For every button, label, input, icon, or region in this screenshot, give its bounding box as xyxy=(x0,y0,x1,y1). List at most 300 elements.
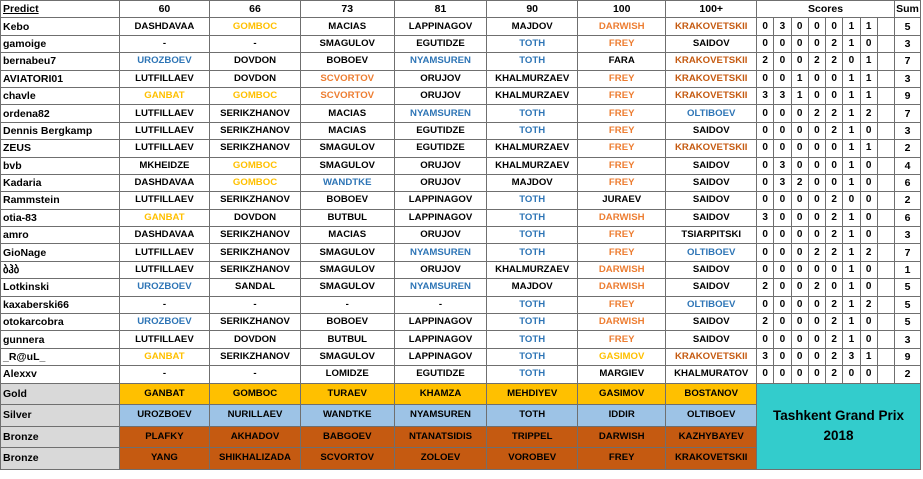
score-cell: 0 xyxy=(860,227,877,244)
sum-cell: 2 xyxy=(895,192,921,209)
score-cell: 0 xyxy=(826,279,843,296)
pick-cell: - xyxy=(300,296,394,313)
table-row xyxy=(1,279,921,296)
player-name: AVIATORI01 xyxy=(1,70,120,87)
pick-cell: FREY xyxy=(577,70,665,87)
player-name: ordena82 xyxy=(1,105,120,122)
score-cell: 0 xyxy=(808,296,825,313)
pick-cell: ORUJOV xyxy=(394,87,487,104)
score-cell: 0 xyxy=(791,261,808,278)
pick-cell: SAIDOV xyxy=(666,279,757,296)
pick-cell: LAPPINAGOV xyxy=(394,18,487,35)
pick-cell: SMAGULOV xyxy=(300,140,394,157)
score-cell: 0 xyxy=(808,122,825,139)
pick-cell: TOTH xyxy=(487,35,578,52)
table-row xyxy=(1,209,921,226)
pick-cell: TOTH xyxy=(487,122,578,139)
player-name: Dennis Bergkamp xyxy=(1,122,120,139)
score-cell: 0 xyxy=(826,70,843,87)
score-cell-empty xyxy=(877,244,894,261)
pick-cell: TOTH xyxy=(487,227,578,244)
sum-cell: 9 xyxy=(895,87,921,104)
medalist-cell: GOMBOC xyxy=(210,383,301,405)
medalist-cell: BABGOEV xyxy=(300,426,394,448)
score-cell: 0 xyxy=(757,227,774,244)
pick-cell: KHALMURATOV xyxy=(666,366,757,383)
pick-cell: - xyxy=(119,366,210,383)
score-cell: 0 xyxy=(826,174,843,191)
pick-cell: ORUJOV xyxy=(394,261,487,278)
score-cell: 0 xyxy=(774,209,791,226)
pick-cell: DOVDON xyxy=(210,70,301,87)
pick-cell: OLTIBOEV xyxy=(666,296,757,313)
score-cell: 0 xyxy=(808,314,825,331)
player-name: chavle xyxy=(1,87,120,104)
player-name: GioNage xyxy=(1,244,120,261)
score-cell: 0 xyxy=(791,157,808,174)
pick-cell: KHALMURZAEV xyxy=(487,261,578,278)
pick-cell: DARWISH xyxy=(577,209,665,226)
sum-cell: 3 xyxy=(895,35,921,52)
pick-cell: GOMBOC xyxy=(210,174,301,191)
table-row xyxy=(1,122,921,139)
pick-cell: FREY xyxy=(577,227,665,244)
event-title: Tashkent Grand Prix 2018 xyxy=(757,383,921,469)
pick-cell: SMAGULOV xyxy=(300,35,394,52)
score-cell: 0 xyxy=(774,227,791,244)
score-cell: 0 xyxy=(757,105,774,122)
medalist-cell: OLTIBOEV xyxy=(666,405,757,427)
pick-cell: SAIDOV xyxy=(666,174,757,191)
score-cell: 0 xyxy=(774,53,791,70)
header-sum: Sum xyxy=(895,1,921,18)
pick-cell: TOTH xyxy=(487,296,578,313)
pick-cell: LUTFILLAEV xyxy=(119,122,210,139)
pick-cell: BOBOEV xyxy=(300,314,394,331)
pick-cell: KRAKOVETSKII xyxy=(666,348,757,365)
pick-cell: BUTBUL xyxy=(300,209,394,226)
pick-cell: - xyxy=(119,35,210,52)
pick-cell: TOTH xyxy=(487,53,578,70)
pick-cell: KRAKOVETSKII xyxy=(666,140,757,157)
score-cell: 0 xyxy=(774,244,791,261)
sum-cell: 3 xyxy=(895,122,921,139)
pick-cell: GASIMOV xyxy=(577,348,665,365)
table-row xyxy=(1,53,921,70)
sum-cell: 7 xyxy=(895,53,921,70)
score-cell: 1 xyxy=(843,105,860,122)
score-cell: 3 xyxy=(774,87,791,104)
score-cell: 0 xyxy=(757,244,774,261)
score-cell: 3 xyxy=(757,348,774,365)
score-cell: 0 xyxy=(774,296,791,313)
pick-cell: DARWISH xyxy=(577,279,665,296)
sum-cell: 6 xyxy=(895,209,921,226)
score-cell: 1 xyxy=(843,227,860,244)
pick-cell: TOTH xyxy=(487,209,578,226)
score-cell: 0 xyxy=(774,261,791,278)
table-row xyxy=(1,87,921,104)
score-cell: 0 xyxy=(808,18,825,35)
pick-cell: SMAGULOV xyxy=(300,279,394,296)
score-cell: 0 xyxy=(808,157,825,174)
score-cell: 0 xyxy=(757,261,774,278)
header-cat-60: 60 xyxy=(119,1,210,18)
pick-cell: FREY xyxy=(577,87,665,104)
pick-cell: FREY xyxy=(577,296,665,313)
score-cell: 0 xyxy=(860,192,877,209)
table-row xyxy=(1,192,921,209)
score-cell: 1 xyxy=(843,122,860,139)
score-cell: 2 xyxy=(826,192,843,209)
score-cell-empty xyxy=(877,105,894,122)
medalist-cell: TOTH xyxy=(487,405,578,427)
table-row xyxy=(1,348,921,365)
pick-cell: NYAMSUREN xyxy=(394,244,487,261)
pick-cell: SAIDOV xyxy=(666,314,757,331)
score-cell: 2 xyxy=(826,105,843,122)
table-row xyxy=(1,35,921,52)
pick-cell: SAIDOV xyxy=(666,331,757,348)
pick-cell: SMAGULOV xyxy=(300,348,394,365)
score-cell-empty xyxy=(877,70,894,87)
pick-cell: KRAKOVETSKII xyxy=(666,53,757,70)
pick-cell: BOBOEV xyxy=(300,53,394,70)
pick-cell: DASHDAVAA xyxy=(119,18,210,35)
score-cell: 0 xyxy=(757,366,774,383)
score-cell-empty xyxy=(877,35,894,52)
score-cell: 0 xyxy=(860,314,877,331)
pick-cell: NYAMSUREN xyxy=(394,53,487,70)
pick-cell: NYAMSUREN xyxy=(394,105,487,122)
sum-cell: 5 xyxy=(895,18,921,35)
pick-cell: SMAGULOV xyxy=(300,244,394,261)
score-cell: 2 xyxy=(860,105,877,122)
pick-cell: GOMBOC xyxy=(210,87,301,104)
pick-cell: SANDAL xyxy=(210,279,301,296)
score-cell: 0 xyxy=(826,18,843,35)
sum-cell: 5 xyxy=(895,279,921,296)
pick-cell: DARWISH xyxy=(577,314,665,331)
pick-cell: TOTH xyxy=(487,244,578,261)
score-cell: 1 xyxy=(860,348,877,365)
score-cell: 0 xyxy=(791,279,808,296)
score-cell: 0 xyxy=(757,174,774,191)
pick-cell: EGUTIDZE xyxy=(394,140,487,157)
score-cell: 0 xyxy=(843,53,860,70)
score-cell: 0 xyxy=(860,279,877,296)
score-cell: 2 xyxy=(826,348,843,365)
pick-cell: OLTIBOEV xyxy=(666,244,757,261)
medalist-cell: AKHADOV xyxy=(210,426,301,448)
score-cell: 3 xyxy=(757,87,774,104)
pick-cell: TOTH xyxy=(487,348,578,365)
pick-cell: GANBAT xyxy=(119,209,210,226)
score-cell: 3 xyxy=(774,18,791,35)
pick-cell: SAIDOV xyxy=(666,261,757,278)
medal-label: Silver xyxy=(1,405,120,427)
sum-cell: 2 xyxy=(895,366,921,383)
score-cell-empty xyxy=(877,296,894,313)
medalist-cell: PLAFKY xyxy=(119,426,210,448)
pick-cell: BOBOEV xyxy=(300,192,394,209)
score-cell: 0 xyxy=(860,157,877,174)
score-cell: 0 xyxy=(860,209,877,226)
pick-cell: SAIDOV xyxy=(666,157,757,174)
medal-row-gold xyxy=(1,383,921,405)
score-cell: 1 xyxy=(791,87,808,104)
score-cell: 1 xyxy=(843,244,860,261)
score-cell: 0 xyxy=(791,209,808,226)
player-name: Rammstein xyxy=(1,192,120,209)
header-cat-90: 90 xyxy=(487,1,578,18)
pick-cell: DOVDON xyxy=(210,209,301,226)
pick-cell: NYAMSUREN xyxy=(394,279,487,296)
pick-cell: FREY xyxy=(577,331,665,348)
score-cell: 1 xyxy=(843,35,860,52)
medalist-cell: YANG xyxy=(119,448,210,470)
score-cell-empty xyxy=(877,87,894,104)
score-cell: 0 xyxy=(757,192,774,209)
pick-cell: MAJDOV xyxy=(487,18,578,35)
pick-cell: UROZBOEV xyxy=(119,53,210,70)
pick-cell: - xyxy=(119,296,210,313)
medal-label: Bronze xyxy=(1,448,120,470)
score-cell: 3 xyxy=(843,348,860,365)
pick-cell: GOMBOC xyxy=(210,18,301,35)
score-cell: 0 xyxy=(774,314,791,331)
sum-cell: 4 xyxy=(895,157,921,174)
table-row xyxy=(1,105,921,122)
score-cell: 2 xyxy=(826,122,843,139)
pick-cell: LUTFILLAEV xyxy=(119,70,210,87)
pick-cell: TOTH xyxy=(487,314,578,331)
score-cell: 0 xyxy=(860,122,877,139)
score-cell: 0 xyxy=(860,331,877,348)
score-cell: 2 xyxy=(757,314,774,331)
score-cell: 0 xyxy=(808,140,825,157)
pick-cell: GOMBOC xyxy=(210,157,301,174)
pick-cell: SERIKZHANOV xyxy=(210,314,301,331)
score-cell: 0 xyxy=(774,331,791,348)
medalist-cell: NTANATSIDIS xyxy=(394,426,487,448)
score-cell: 0 xyxy=(791,122,808,139)
pick-cell: FREY xyxy=(577,122,665,139)
score-cell: 1 xyxy=(860,53,877,70)
score-cell: 0 xyxy=(808,35,825,52)
pick-cell: SAIDOV xyxy=(666,35,757,52)
player-name: gunnera xyxy=(1,331,120,348)
score-cell: 0 xyxy=(791,227,808,244)
score-cell: 0 xyxy=(757,35,774,52)
pick-cell: MAJDOV xyxy=(487,279,578,296)
sum-cell: 3 xyxy=(895,70,921,87)
pick-cell: DASHDAVAA xyxy=(119,227,210,244)
score-cell: 2 xyxy=(757,53,774,70)
score-cell-empty xyxy=(877,140,894,157)
sum-cell: 9 xyxy=(895,348,921,365)
pick-cell: UROZBOEV xyxy=(119,279,210,296)
pick-cell: FREY xyxy=(577,35,665,52)
pick-cell: JURAEV xyxy=(577,192,665,209)
pick-cell: SMAGULOV xyxy=(300,261,394,278)
sum-cell: 7 xyxy=(895,244,921,261)
pick-cell: ORUJOV xyxy=(394,157,487,174)
score-cell: 0 xyxy=(757,122,774,139)
medalist-cell: GASIMOV xyxy=(577,383,665,405)
medalist-cell: KRAKOVETSKII xyxy=(666,448,757,470)
pick-cell: FREY xyxy=(577,244,665,261)
score-cell: 1 xyxy=(843,296,860,313)
score-cell: 0 xyxy=(860,261,877,278)
sum-cell: 6 xyxy=(895,174,921,191)
pick-cell: TOTH xyxy=(487,331,578,348)
player-name: ZEUS xyxy=(1,140,120,157)
medalist-cell: WANDTKE xyxy=(300,405,394,427)
sum-cell: 2 xyxy=(895,140,921,157)
score-cell: 0 xyxy=(808,366,825,383)
table-row xyxy=(1,18,921,35)
pick-cell: FREY xyxy=(577,157,665,174)
pick-cell: MAJDOV xyxy=(487,174,578,191)
pick-cell: ORUJOV xyxy=(394,70,487,87)
score-cell: 0 xyxy=(757,157,774,174)
score-cell: 2 xyxy=(826,314,843,331)
player-name: Kebo xyxy=(1,18,120,35)
score-cell: 3 xyxy=(774,174,791,191)
pick-cell: MKHEIDZE xyxy=(119,157,210,174)
pick-cell: GANBAT xyxy=(119,348,210,365)
score-cell: 0 xyxy=(791,366,808,383)
score-cell: 0 xyxy=(826,157,843,174)
pick-cell: UROZBOEV xyxy=(119,314,210,331)
score-cell: 2 xyxy=(757,279,774,296)
table-row xyxy=(1,174,921,191)
medalist-cell: SHIKHALIZADA xyxy=(210,448,301,470)
score-cell: 0 xyxy=(774,70,791,87)
medal-label: Bronze xyxy=(1,426,120,448)
score-cell: 3 xyxy=(757,209,774,226)
score-cell: 1 xyxy=(843,279,860,296)
score-cell: 0 xyxy=(791,140,808,157)
score-cell-empty xyxy=(877,366,894,383)
header-cat-100plus: 100+ xyxy=(666,1,757,18)
pick-cell: SERIKZHANOV xyxy=(210,261,301,278)
pick-cell: EGUTIDZE xyxy=(394,35,487,52)
pick-cell: KHALMURZAEV xyxy=(487,140,578,157)
score-cell-empty xyxy=(877,261,894,278)
pick-cell: LAPPINAGOV xyxy=(394,348,487,365)
table-row xyxy=(1,70,921,87)
medalist-cell: NYAMSUREN xyxy=(394,405,487,427)
header-scores: Scores xyxy=(757,1,895,18)
score-cell: 1 xyxy=(843,87,860,104)
score-cell: 1 xyxy=(843,18,860,35)
score-cell: 0 xyxy=(791,244,808,261)
sum-cell: 5 xyxy=(895,314,921,331)
pick-cell: SMAGULOV xyxy=(300,157,394,174)
header-cat-66: 66 xyxy=(210,1,301,18)
header-row xyxy=(1,1,921,18)
score-cell: 2 xyxy=(860,296,877,313)
score-cell: 2 xyxy=(808,53,825,70)
table-row xyxy=(1,296,921,313)
pick-cell: LAPPINAGOV xyxy=(394,314,487,331)
score-cell: 2 xyxy=(826,331,843,348)
pick-cell: SCVORTOV xyxy=(300,87,394,104)
pick-cell: WANDTKE xyxy=(300,174,394,191)
score-cell: 2 xyxy=(826,35,843,52)
player-name: gamoige xyxy=(1,35,120,52)
score-cell: 0 xyxy=(808,192,825,209)
sum-cell: 7 xyxy=(895,105,921,122)
pick-cell: LUTFILLAEV xyxy=(119,261,210,278)
pick-cell: - xyxy=(394,296,487,313)
score-cell: 0 xyxy=(791,105,808,122)
score-cell: 0 xyxy=(808,261,825,278)
table-row xyxy=(1,261,921,278)
score-cell: 0 xyxy=(860,174,877,191)
player-name: amro xyxy=(1,227,120,244)
table-row xyxy=(1,244,921,261)
player-name: Alexxv xyxy=(1,366,120,383)
pick-cell: KRAKOVETSKII xyxy=(666,70,757,87)
medalist-cell: ZOLOEV xyxy=(394,448,487,470)
sum-cell: 3 xyxy=(895,227,921,244)
score-cell-empty xyxy=(877,348,894,365)
score-cell: 0 xyxy=(808,331,825,348)
score-cell: 0 xyxy=(808,70,825,87)
score-cell-empty xyxy=(877,209,894,226)
pick-cell: SAIDOV xyxy=(666,209,757,226)
pick-cell: KRAKOVETSKII xyxy=(666,87,757,104)
table-row xyxy=(1,331,921,348)
table-row xyxy=(1,314,921,331)
pick-cell: LUTFILLAEV xyxy=(119,244,210,261)
pick-cell: TSIARPITSKI xyxy=(666,227,757,244)
score-cell: 2 xyxy=(826,227,843,244)
pick-cell: LOMIDZE xyxy=(300,366,394,383)
pick-cell: FREY xyxy=(577,174,665,191)
pick-cell: EGUTIDZE xyxy=(394,366,487,383)
score-cell-empty xyxy=(877,279,894,296)
score-cell: 2 xyxy=(826,366,843,383)
score-cell: 1 xyxy=(843,209,860,226)
pick-cell: DOVDON xyxy=(210,53,301,70)
pick-cell: MACIAS xyxy=(300,105,394,122)
score-cell-empty xyxy=(877,18,894,35)
score-cell-empty xyxy=(877,174,894,191)
medalist-cell: BOSTANOV xyxy=(666,383,757,405)
score-cell: 0 xyxy=(774,366,791,383)
score-cell: 1 xyxy=(860,87,877,104)
player-name: _R@uL_ xyxy=(1,348,120,365)
score-cell: 0 xyxy=(774,348,791,365)
player-name: otia-83 xyxy=(1,209,120,226)
score-cell: 0 xyxy=(791,192,808,209)
pick-cell: LUTFILLAEV xyxy=(119,140,210,157)
medalist-cell: DARWISH xyxy=(577,426,665,448)
score-cell: 2 xyxy=(808,105,825,122)
score-cell: 2 xyxy=(860,244,877,261)
score-cell: 0 xyxy=(808,348,825,365)
pick-cell: GANBAT xyxy=(119,87,210,104)
score-cell: 0 xyxy=(757,18,774,35)
pick-cell: SAIDOV xyxy=(666,192,757,209)
score-cell: 0 xyxy=(808,87,825,104)
score-cell: 1 xyxy=(843,174,860,191)
score-cell-empty xyxy=(877,122,894,139)
